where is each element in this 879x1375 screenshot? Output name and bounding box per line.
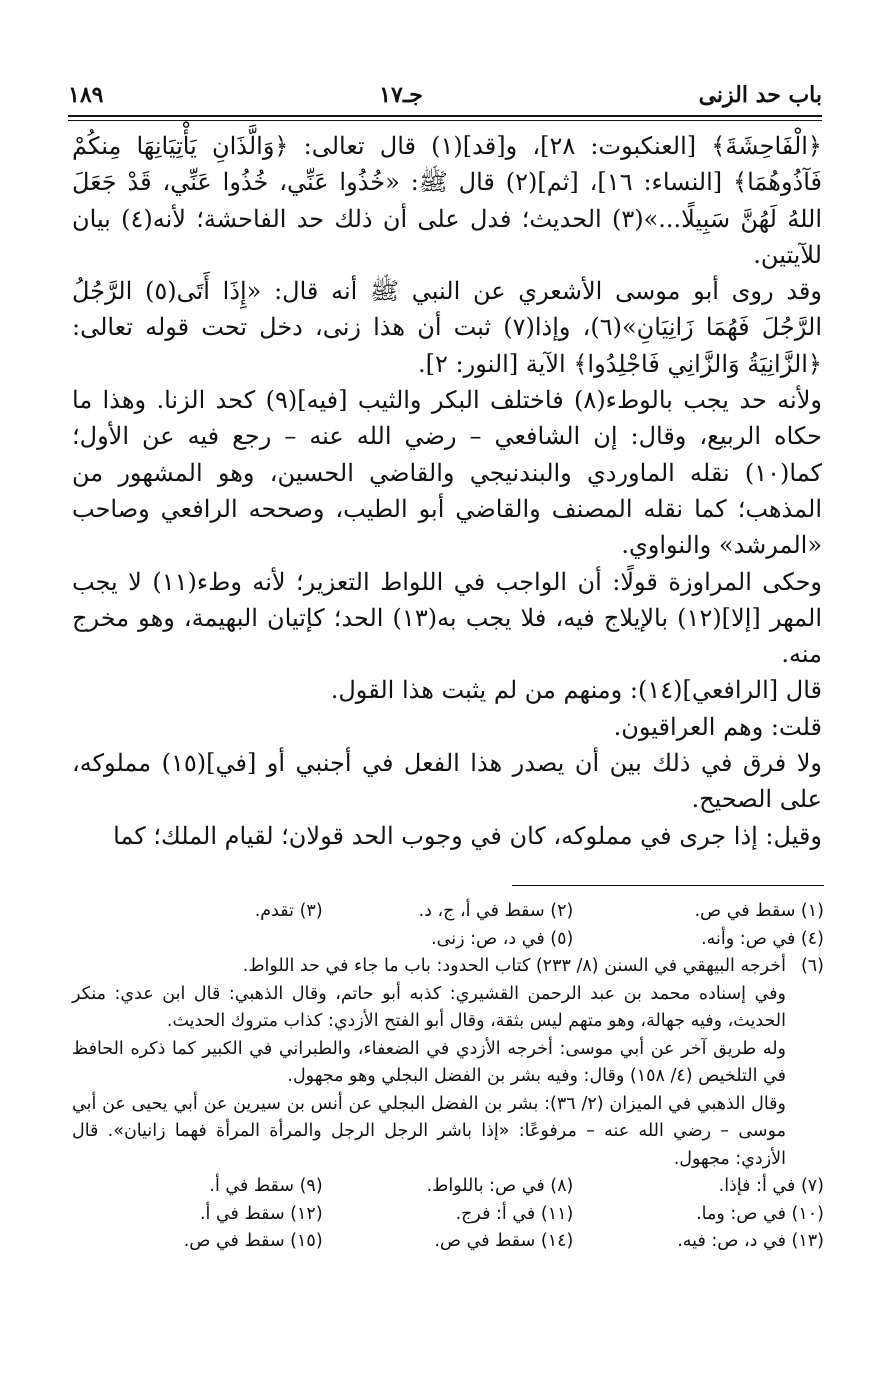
footnote: (١) سقط في ص. (694, 901, 824, 921)
footnote: (٣) تقدم. (254, 901, 323, 921)
footnote: (١١) في أ: فرج. (455, 1203, 574, 1224)
footnote-number: (٦) (800, 956, 824, 976)
paragraph: وحكى المراوزة قولًا: أن الواجب في اللواط التعزير؛ لأنه وطء(١١) لا يجب المهر [إلا](١٢) بالإيلاج فيه، فلا يجب به(١٣) الحد؛ كإتيان البهيمة، وهو مخرج منه. (72, 567, 823, 669)
footnote: (١٤) سقط في ص. (434, 1231, 574, 1251)
footnote-separator (512, 885, 824, 886)
footnote: (٢) سقط في أ، ج، د. (418, 901, 574, 921)
footnote-6 (72, 953, 824, 1173)
footnote: (٩) سقط في أ. (209, 1176, 323, 1196)
footnote: (١٠) في ص: وما. (696, 1203, 824, 1224)
header-rule-thick (68, 115, 822, 117)
page-number: ١٨٩ (68, 82, 104, 108)
footnote: (٧) في أ: فإذا. (718, 1176, 824, 1196)
paragraph: قلت: وهم العراقيون. (613, 712, 822, 741)
main-text (72, 128, 822, 854)
paragraph: وقيل: إذا جرى في مملوكه، كان في وجوب الحد قولان؛ لقيام الملك؛ كما (113, 821, 822, 850)
footnote-row (72, 898, 824, 926)
paragraph: ولأنه حد يجب بالوطء(٨) فاختلف البكر والثيب [فيه](٩) كحد الزنا. وهذا ما حكاه الربيع، وقال: إن الشافعي – رضي الله عنه – رجع فيه عن الأول؛ كما(١٠) نقله الماوردي والبندنيجي والقاضي الحسين، وهو المشهور من المذهب؛ كما نقله المصنف والقاضي أبو الطيب، وصححه الرافعي وصاحب «المرشد» والنواوي. (72, 386, 823, 560)
running-header (68, 78, 822, 112)
footnote-text (72, 953, 786, 1173)
footnote-line: وفي إسناده محمد بن عبد الرحمن القشيري: كذبه أبو حاتم، وقال الذهبي: قال ابن عدي: منكر الحديث، وفيه جهالة، وهو متهم ليس بثقة، وقال أبو الفتح الأزدي: كذاب متروك الحديث. (72, 983, 786, 1031)
footnote-row (72, 1173, 824, 1201)
footnote-line: وله طريق آخر عن أبي موسى: أخرجه الأزدي في الضعفاء، والطبراني في الكبير كما ذكره الحافظ في التلخيص (٤/ ١٥٨) وقال: وفيه بشر بن الفضل البجلي وهو مجهول. (72, 1038, 786, 1086)
footnote: (٥) في د، ص: زنى. (431, 928, 574, 949)
footnote: (١٣) في د، ص: فيه. (677, 1231, 824, 1251)
paragraph: وقد روى أبو موسى الأشعري عن النبي ﷺ أنه قال: «إِذَا أَتَى(٥) الرَّجُلُ الرَّجُلَ فَهُمَا زَانِيَانِ»(٦)، وإذا(٧) ثبت أن هذا زنى، دخل تحت قوله تعالى: ﴿الزَّانِيَةُ وَالزَّانِي فَاجْلِدُوا﴾ الآية [النور: ٢]. (72, 277, 822, 378)
footnote-line: أخرجه البيهقي في السنن (٨/ ٢٣٣) كتاب الحدود: باب ما جاء في حد اللواط. (242, 956, 786, 976)
paragraph: ولا فرق في ذلك بين أن يصدر هذا الفعل في أجنبي أو [في](١٥) مملوكه، على الصحيح. (72, 749, 822, 814)
footnote-row (72, 926, 824, 954)
volume-label: جـ١٧ (379, 82, 423, 108)
footnotes (72, 898, 824, 1256)
paragraph: ﴿الْفَاحِشَةَ﴾ [العنكبوت: ٢٨]، و[قد](١) قال تعالى: ﴿وَالَّذَانِ يَأْتِيَانِهَا مِنكُمْ فَآذُوهُمَا﴾ [النساء: ١٦]، [ثم](٢) قال ﷺ: «خُذُوا عَنِّي، خُذُوا عَنِّي، قَدْ جَعَلَ اللهُ لَهُنَّ سَبِيلًا...»(٣) الحديث؛ فدل على أن ذلك حد الفاحشة؛ لأنه(٤) بيان للآيتين. (72, 132, 823, 269)
chapter-title: باب حد الزنى (698, 82, 822, 108)
footnote: (٨) في ص: باللواط. (426, 1176, 574, 1196)
footnote-row (72, 1228, 824, 1256)
header-rule-thin (68, 120, 822, 121)
footnote: (٤) في ص: وأنه. (701, 928, 824, 949)
footnote: (١٢) سقط في أ. (199, 1203, 323, 1224)
footnote: (١٥) سقط في ص. (183, 1231, 323, 1251)
footnote-line: وقال الذهبي في الميزان (٢/ ٣٦): بشر بن الفضل البجلي عن أنس بن سيرين عن أبي يحيى عن أبي موسى – رضي الله عنه – مرفوعًا: «إذا باشر الرجل الرجل والمرأة المرأة فهما زانيان». قال الأزدي: مجهول. (72, 1093, 786, 1169)
footnote-row (72, 1201, 824, 1229)
footnote (72, 926, 323, 954)
paragraph: قال [الرافعي](١٤): ومنهم من لم يثبت هذا القول. (330, 676, 822, 705)
